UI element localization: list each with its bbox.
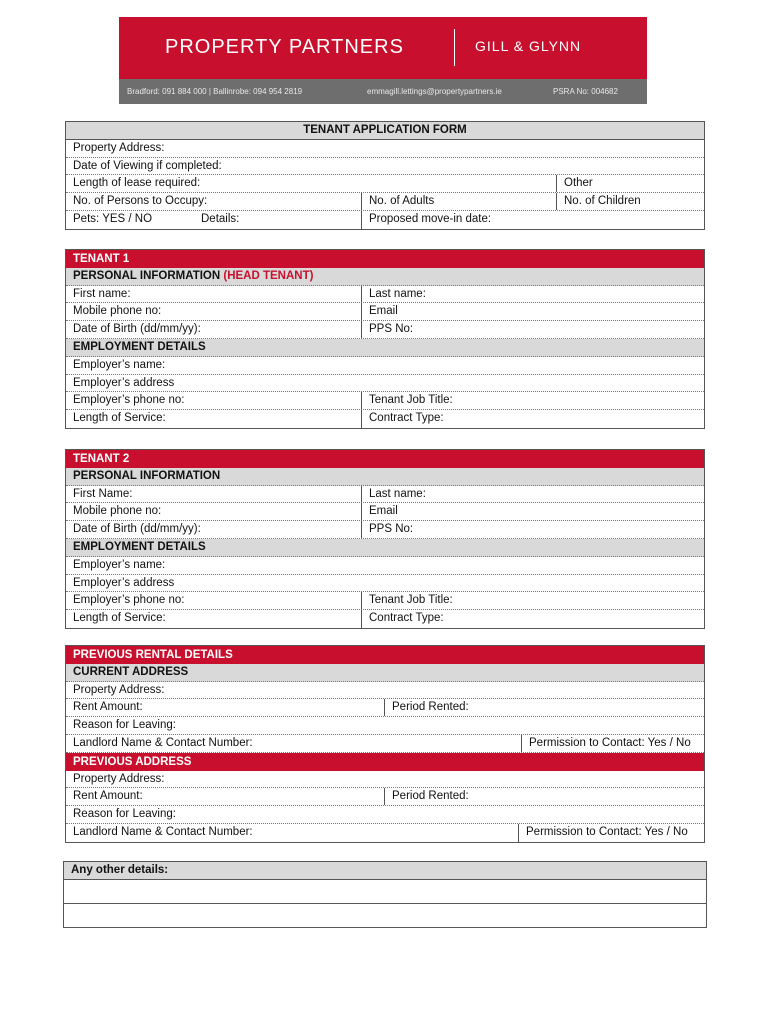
t2-employment-header (66, 539, 704, 557)
application-form-section (65, 121, 705, 230)
current-address-header (66, 664, 704, 682)
t1-employment-header (66, 339, 704, 357)
t2-name-row (66, 486, 704, 504)
t1-employer-name-label: Employer’s name: (73, 358, 166, 371)
tenant-1-title: TENANT 1 (73, 253, 130, 265)
prev-reason-label: Reason for Leaving: (73, 808, 176, 821)
t2-contract-type-label[interactable]: Contract Type: (361, 610, 444, 628)
t2-first-name-label[interactable]: First Name: (73, 487, 133, 500)
t2-contact-row (66, 503, 704, 521)
t1-employer-phone-label[interactable]: Employer’s phone no: (73, 394, 185, 407)
other-details-line-2[interactable] (64, 904, 706, 927)
brand-name: PROPERTY PARTNERS (165, 36, 404, 58)
t1-employer-name-row[interactable] (66, 357, 704, 375)
brand-divider (454, 29, 455, 66)
tenant-2-header (66, 450, 704, 468)
tenant-2-personal-title: PERSONAL INFORMATION (73, 469, 221, 482)
t1-name-row (66, 286, 704, 304)
cur-property-address-label: Property Address: (73, 683, 165, 696)
prev-landlord-label[interactable]: Landlord Name & Contact Number: (73, 825, 253, 838)
tenant-2-section (65, 449, 705, 629)
t1-job-title-label[interactable]: Tenant Job Title: (361, 392, 453, 409)
current-address-title: CURRENT ADDRESS (73, 665, 189, 678)
move-in-date-label[interactable]: Proposed move-in date: (361, 211, 491, 229)
banner-email: emmagill.lettings@propertypartners.ie (367, 87, 502, 96)
prev-rent-row (66, 788, 704, 806)
other-label[interactable]: Other (556, 175, 593, 192)
cur-property-address-row[interactable] (66, 682, 704, 700)
personal-info-label: PERSONAL INFORMATION (73, 269, 221, 282)
rental-details-section (65, 645, 705, 843)
lease-length-row[interactable] (66, 175, 704, 193)
cur-period-rented-label[interactable]: Period Rented: (384, 699, 469, 716)
prev-property-address-label: Property Address: (73, 772, 165, 785)
t2-service-row (66, 610, 704, 628)
persons-to-occupy-label[interactable]: No. of Persons to Occupy: (73, 195, 208, 208)
t2-employment-title: EMPLOYMENT DETAILS (73, 540, 206, 553)
property-address-label: Property Address: (73, 141, 165, 154)
company-banner (119, 17, 647, 104)
t2-pps-label[interactable]: PPS No: (361, 521, 413, 538)
t2-employer-phone-label[interactable]: Employer’s phone no: (73, 594, 185, 607)
banner-logo-area (119, 17, 647, 79)
t1-contact-row (66, 303, 704, 321)
previous-address-header (66, 753, 704, 771)
pets-label[interactable]: Pets: YES / NO (73, 212, 153, 225)
t2-email-label[interactable]: Email (361, 503, 398, 520)
property-address-row[interactable] (66, 140, 704, 158)
rental-title: PREVIOUS RENTAL DETAILS (73, 649, 233, 661)
cur-landlord-label[interactable]: Landlord Name & Contact Number: (73, 736, 253, 749)
head-tenant-label: (HEAD TENANT) (223, 269, 314, 282)
t1-length-service-label[interactable]: Length of Service: (73, 412, 166, 425)
t1-employer-address-label: Employer’s address (73, 376, 175, 389)
t2-last-name-label[interactable]: Last name: (361, 486, 426, 503)
lease-length-label: Length of lease required: (73, 177, 201, 190)
prev-period-rented-label[interactable]: Period Rented: (384, 788, 469, 805)
rental-header (66, 646, 704, 664)
previous-address-title: PREVIOUS ADDRESS (73, 755, 192, 768)
t1-employer-address-row[interactable] (66, 375, 704, 393)
t2-employer-address-row[interactable] (66, 575, 704, 593)
t2-employer-phone-row (66, 592, 704, 610)
banner-contact-strip (119, 79, 647, 104)
t2-employer-name-row[interactable] (66, 557, 704, 575)
t2-employer-address-label: Employer’s address (73, 576, 175, 589)
cur-rent-amount-label[interactable]: Rent Amount: (73, 701, 143, 714)
cur-permission-label[interactable]: Permission to Contact: Yes / No (521, 735, 691, 752)
pets-details-label[interactable]: Details: (201, 212, 240, 225)
other-details-line-1[interactable] (64, 880, 706, 904)
tenant-2-title: TENANT 2 (73, 453, 130, 465)
t1-email-label[interactable]: Email (361, 303, 398, 320)
form-title-row (66, 122, 704, 140)
no-adults-label[interactable]: No. of Adults (361, 193, 434, 210)
t1-first-name-label[interactable]: First name: (73, 287, 131, 300)
brand-subname: GILL & GLYNN (475, 38, 582, 54)
other-details-title: Any other details: (71, 864, 169, 876)
other-details-section (63, 861, 707, 928)
prev-landlord-row (66, 824, 704, 842)
no-children-label[interactable]: No. of Children (556, 193, 641, 210)
cur-reason-label: Reason for Leaving: (73, 719, 176, 732)
tenant-2-personal-header (66, 468, 704, 486)
t1-employer-phone-row (66, 392, 704, 410)
tenant-1-header (66, 250, 704, 268)
prev-rent-amount-label[interactable]: Rent Amount: (73, 790, 143, 803)
tenant-1-personal-title (66, 268, 313, 285)
t2-length-service-label[interactable]: Length of Service: (73, 612, 166, 625)
tenant-1-section (65, 249, 705, 429)
t2-mobile-label[interactable]: Mobile phone no: (73, 505, 162, 518)
t1-contract-type-label[interactable]: Contract Type: (361, 410, 444, 428)
t2-dob-label[interactable]: Date of Birth (dd/mm/yy): (73, 523, 201, 536)
t1-service-row (66, 410, 704, 428)
prev-property-address-row[interactable] (66, 771, 704, 789)
cur-rent-row (66, 699, 704, 717)
t1-dob-label[interactable]: Date of Birth (dd/mm/yy): (73, 323, 201, 336)
banner-psra: PSRA No: 004682 (553, 87, 618, 96)
cur-reason-row[interactable] (66, 717, 704, 735)
t1-pps-label[interactable]: PPS No: (361, 321, 413, 338)
persons-row (66, 193, 704, 211)
t1-mobile-label[interactable]: Mobile phone no: (73, 305, 162, 318)
t2-dob-row (66, 521, 704, 539)
t1-dob-row (66, 321, 704, 339)
prev-permission-label[interactable]: Permission to Contact: Yes / No (518, 824, 688, 842)
date-of-viewing-row[interactable] (66, 158, 704, 176)
banner-phone-numbers: Bradford: 091 884 000 | Ballinrobe: 094 954 2819 (127, 87, 303, 96)
t1-last-name-label[interactable]: Last name: (361, 286, 426, 303)
other-details-header (64, 862, 706, 880)
date-of-viewing-label: Date of Viewing if completed: (73, 159, 222, 172)
t2-job-title-label[interactable]: Tenant Job Title: (361, 592, 453, 609)
prev-reason-row[interactable] (66, 806, 704, 824)
cur-landlord-row (66, 735, 704, 753)
t2-employer-name-label: Employer’s name: (73, 558, 166, 571)
pets-row (66, 211, 704, 229)
t1-employment-title: EMPLOYMENT DETAILS (73, 340, 206, 353)
form-title: TENANT APPLICATION FORM (303, 124, 467, 136)
tenant-1-personal-header (66, 268, 704, 286)
